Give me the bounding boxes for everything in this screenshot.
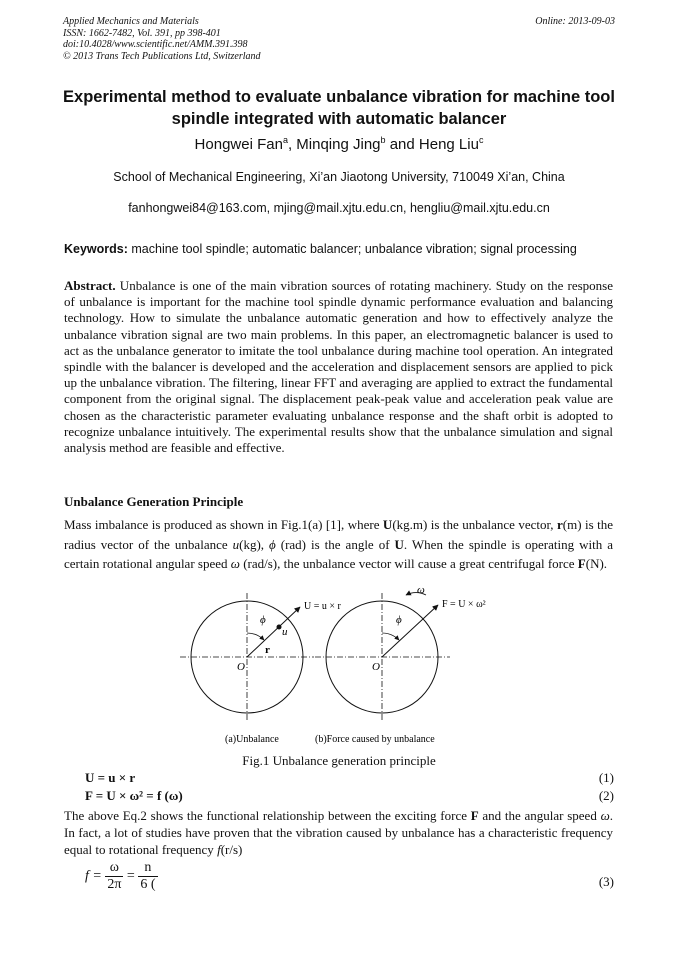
abstract (64, 278, 613, 456)
mass-text-3: (m) is the radius vector of the unbalance (64, 517, 614, 552)
symbol-U-2: U (394, 536, 404, 552)
eq3-lhs: f = (85, 868, 102, 884)
mass-text-1: Mass imbalance is produced as shown in Fig.1(a) [1], where (64, 517, 383, 532)
phi-arc-b (382, 633, 399, 640)
symbol-F: F (577, 556, 586, 571)
equation-2-number: (2) (598, 788, 614, 803)
equation-3-number: (3) (598, 874, 614, 889)
equation-1-number: (1) (598, 770, 614, 785)
equation-3 (85, 860, 158, 893)
symbol-omega-2: ω (600, 808, 610, 823)
journal-name: Applied Mechanics and Materials (63, 16, 199, 27)
symbol-U: U (382, 517, 393, 532)
copyright-line: © 2013 Trans Tech Publications Ltd, Switzerland (63, 50, 261, 62)
equation-1-expr: U = u × r (85, 770, 136, 785)
force-vector (382, 605, 438, 657)
author-emails: fanhongwei84@163.com, mjing@mail.xjtu.edu.cn, hengliu@mail.xjtu.edu.cn (128, 201, 550, 215)
eq3-den-1: 2π (107, 877, 122, 892)
mass-text-5: (rad) is the angle of (275, 536, 395, 552)
unbalance-figure (180, 585, 500, 750)
keywords (64, 242, 616, 256)
symbol-phi: ϕ (269, 536, 276, 552)
author-sep-1: , (287, 136, 297, 153)
u-label: u (282, 626, 288, 638)
equation-2-expr: F = U × ω² = f (ω) (85, 788, 183, 803)
origin-label-b: O (372, 661, 380, 673)
symbol-u: u (232, 536, 240, 552)
title-line-2: spindle integrated with automatic balancer (171, 110, 507, 128)
title-line-1: Experimental method to evaluate unbalance vibration for machine tool (63, 88, 615, 106)
equation-2 (85, 788, 183, 804)
origin-label-a: O (237, 661, 245, 673)
figure-caption: Fig.1 Unbalance generation principle (242, 753, 436, 768)
subcaption-a: (a)Unbalance (225, 734, 279, 745)
mass-text-7: (rad/s), the unbalance vector will cause a great centrifugal force (239, 556, 578, 571)
eq3-equals: = (126, 868, 135, 884)
mass-text-4: (kg), (239, 536, 270, 552)
affiliation: School of Mechanical Engineering, Xi’an Jiaotong University, 710049 Xi’an, China (113, 170, 565, 184)
author-1-sup: a (282, 135, 288, 145)
symbol-F-2: F (470, 808, 479, 823)
online-date: Online: 2013-09-03 (535, 16, 615, 27)
above-text-3: . In fact, a lot of studies have proven that the vibration caused by unbalance has a characteristic frequency equal to rotational frequency (64, 808, 613, 857)
paper-title (40, 86, 638, 130)
r-label: r (265, 644, 270, 656)
doi-line: doi:10.4028/www.scientific.net/AMM.391.398 (63, 39, 248, 50)
equation-1 (85, 770, 135, 786)
author-sep-2: and (385, 136, 419, 153)
above-text-1: The above Eq.2 shows the functional relationship between the exciting force (64, 808, 471, 823)
eq2-explanation-paragraph (64, 807, 613, 858)
above-text-2: and the angular speed (478, 808, 601, 823)
author-2-sup: b (380, 135, 386, 145)
keywords-label: Keywords: (64, 242, 128, 256)
unbalance-mass (277, 625, 282, 630)
mass-imbalance-paragraph (64, 515, 613, 574)
eq3-fraction-2 (138, 860, 157, 893)
issn-line: ISSN: 1662-7482, Vol. 391, pp 398-401 (63, 27, 221, 39)
unbalance-vector-label: U = u × r (304, 601, 341, 612)
above-text-4: (r/s) (220, 842, 243, 857)
author-list (0, 135, 678, 153)
unbalance-vector (247, 607, 300, 657)
mass-text-2: (kg.m) is the unbalance vector, (392, 517, 558, 532)
eq3-num-2: n (138, 860, 157, 877)
phi-label-a: ϕ (260, 614, 266, 626)
keywords-text: machine tool spindle; automatic balancer; unbalance vibration; signal processing (127, 242, 577, 256)
eq3-num-1: ω (105, 860, 123, 877)
abstract-text: Unbalance is one of the main vibration sources of rotating machinery. Study on the response of unbalance is important for the machine tool spindle dynamic performance evaluation and balancing technology. How to simulate the unbalance automatic generation and how to effectively analyze the unbalance vibration signal are two main problems. In this paper, an electromagnetic balancer is used to act as the unbalance generator to imitate the tool unbalance during machine tool operation. An integrated spindle with the balancer is developed and the acceleration and displacement sensors are applied to pick up the unbalance vibration. The filtering, linear FFT and averaging are applied to extract the fundamental component from the original signal. The displacement peak-peak value and acceleration peak value are chosen as the characteristic parameter evaluating unbalance response and the shaft orbit is adopted to recognize unbalance intuitively. The experimental results show that the unbalance simulation and signal analysis method are feasible and effective. (64, 278, 613, 456)
symbol-r: r (557, 517, 563, 532)
omega-label: ω (417, 585, 425, 596)
abstract-label: Abstract. (64, 278, 116, 293)
eq3-fraction-1 (105, 860, 123, 893)
mass-text-6: . When the spindle is operating with a certain rotational angular speed (64, 536, 613, 571)
force-vector-label: F = U × ω² (442, 599, 486, 610)
diagram-a (180, 593, 342, 745)
section-title: Unbalance Generation Principle (64, 494, 244, 509)
author-3-sup: c (478, 135, 484, 145)
journal-header (63, 16, 615, 62)
author-1: Hongwei Fan (194, 136, 283, 153)
eq3-den-2: 6 ( (140, 877, 156, 892)
author-3: Heng Liu (418, 136, 479, 153)
mass-text-8: (N). (585, 556, 608, 571)
author-2: Minqing Jing (296, 136, 381, 153)
symbol-omega: ω (230, 556, 240, 571)
phi-label-b: ϕ (396, 614, 402, 626)
phi-arc-a (247, 633, 264, 640)
subcaption-b: (b)Force caused by unbalance (315, 734, 435, 745)
symbol-f: f (217, 842, 221, 857)
